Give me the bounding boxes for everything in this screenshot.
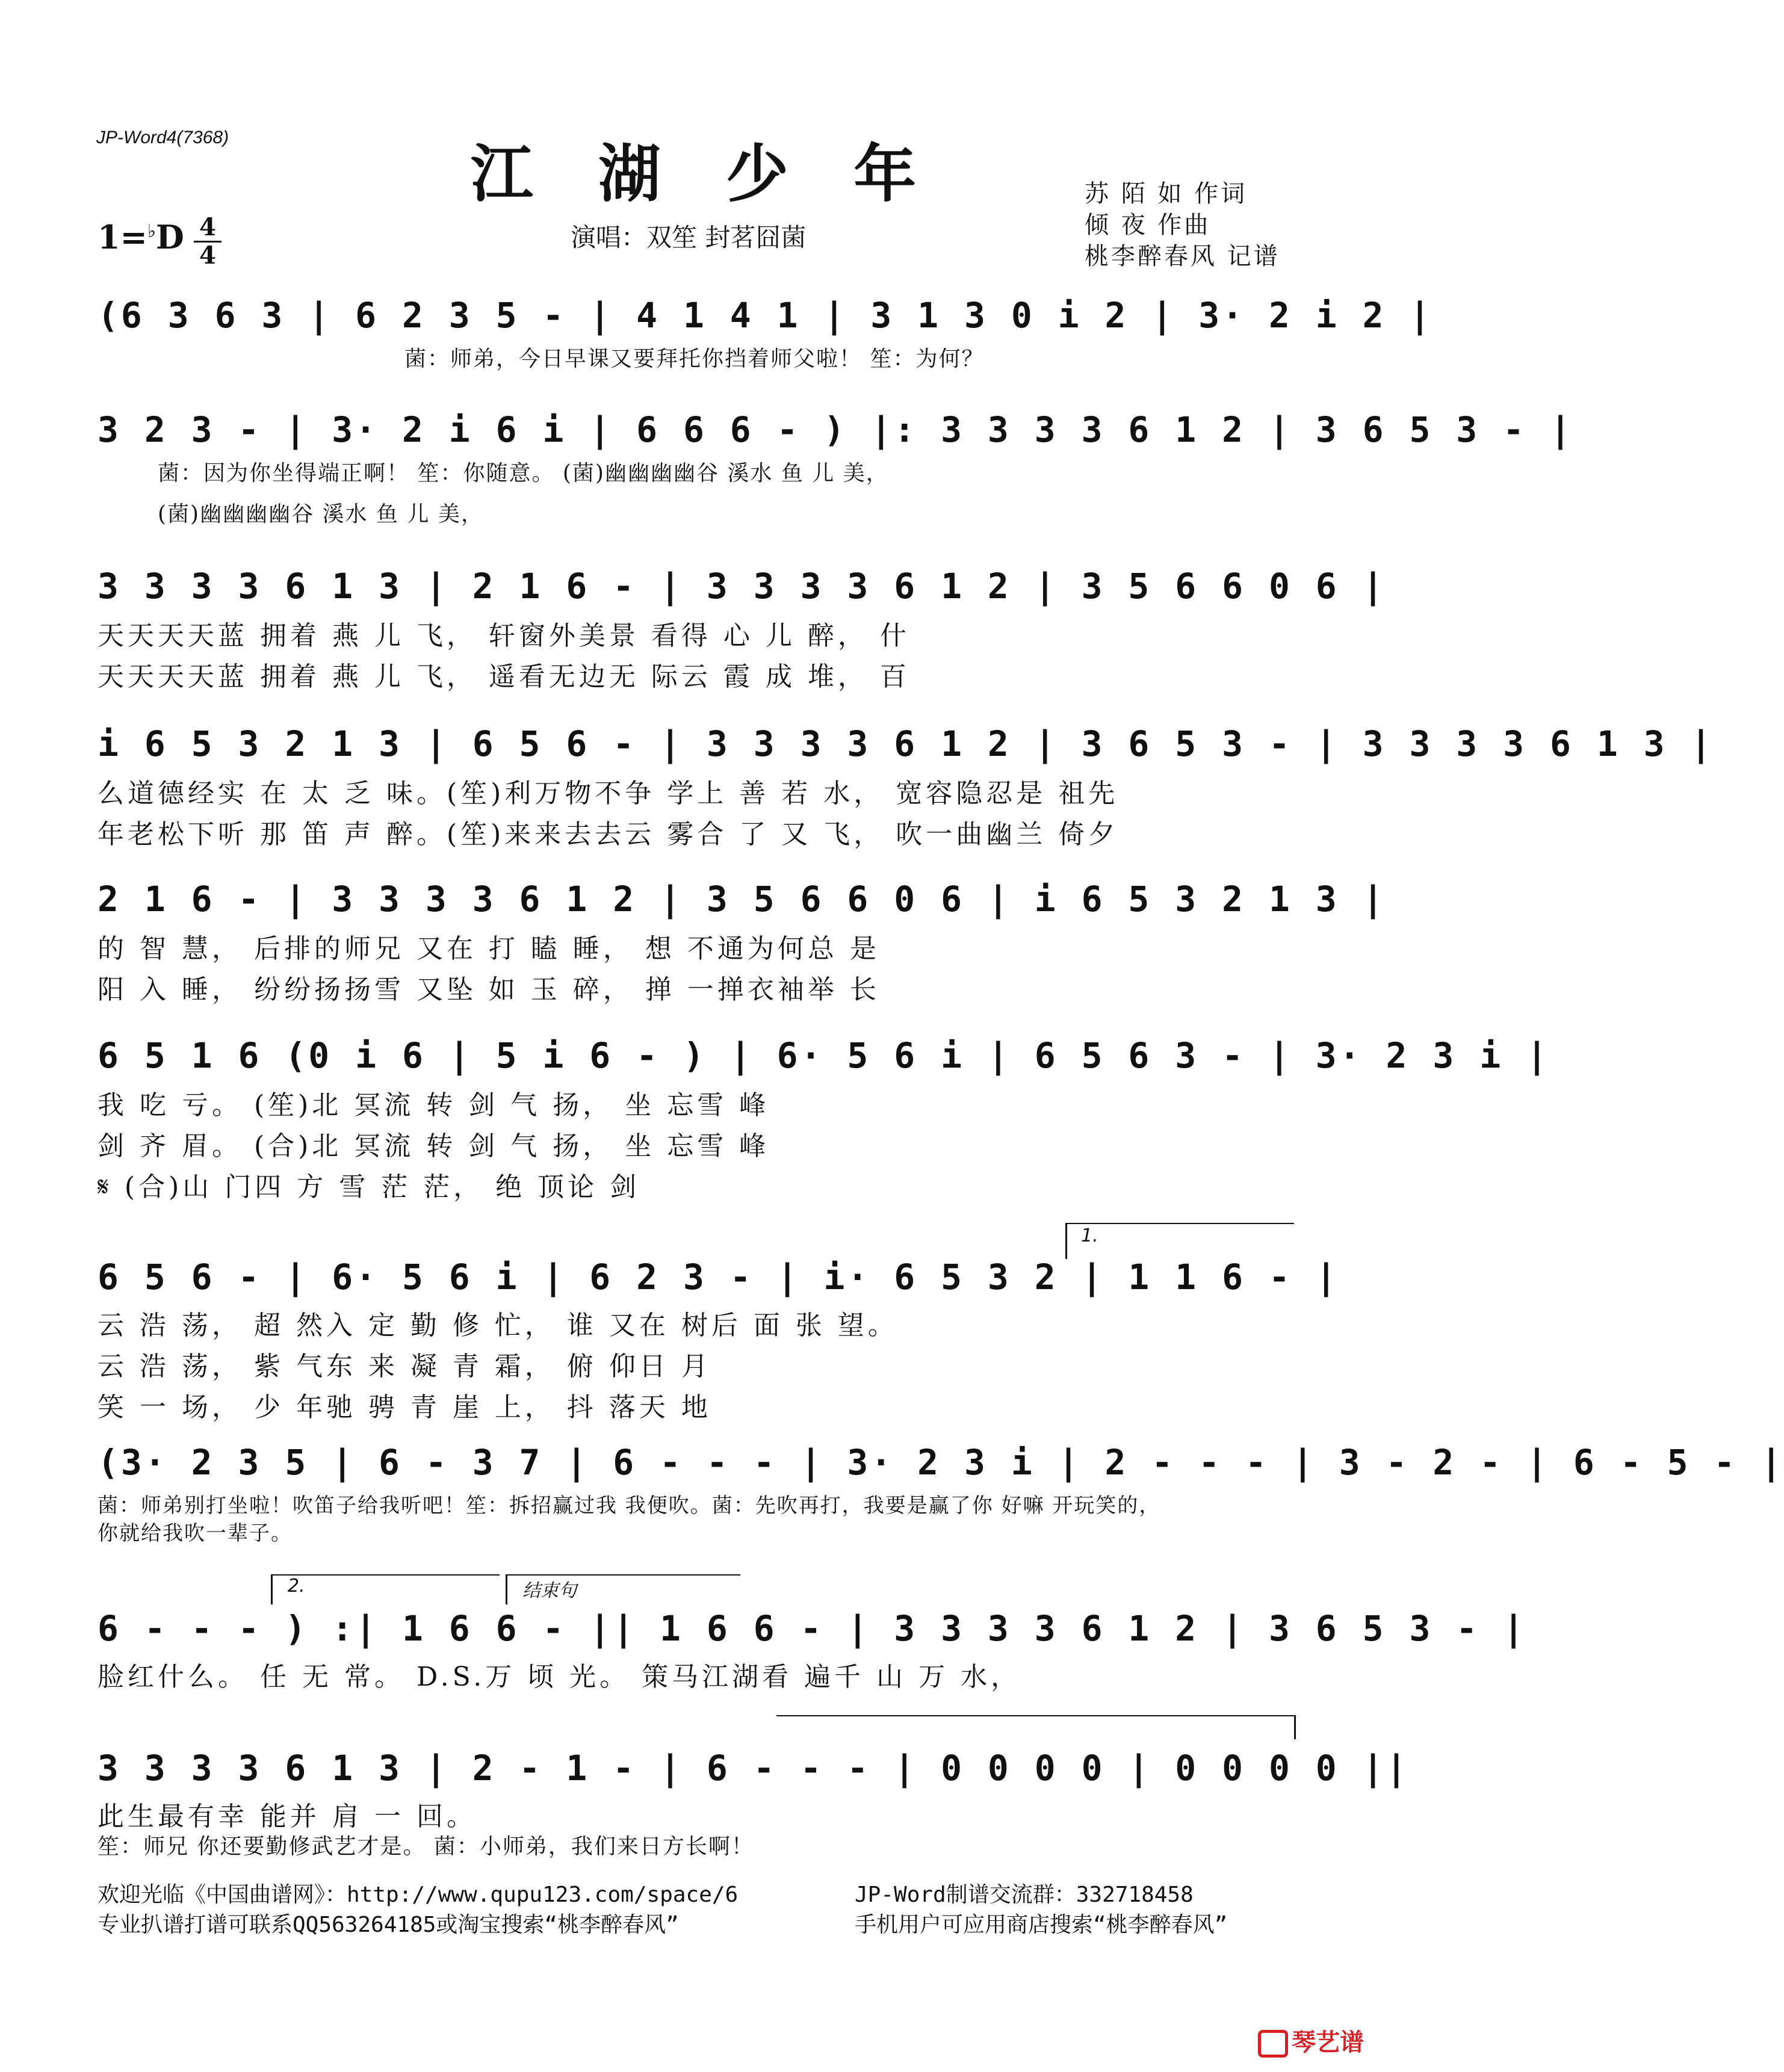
lyric-row-2-a: 菌：因为你坐得端正啊！ 笙：你随意。 (菌)幽幽幽幽谷 溪水 鱼 儿 美， [158,461,889,486]
lyric-row-4-b: 年老松下听 那 笛 声 醉。(笙)来来去去云 雾合 了 又 飞， 吹一曲幽兰 倚夕 [98,819,1119,850]
lyric-row-2-b: (菌)幽幽幽幽谷 溪水 鱼 儿 美， [158,502,484,527]
transcriber-credit: 桃李醉春风 记谱 [1085,243,1280,270]
time-signature [194,215,221,268]
footer-mobile-line: 手机用户可应用商店搜索“桃李醉春风” [855,1913,1228,1937]
notation-row-2: 3 2 3 - | 3· 2 i 6 i | 6 6 6 - ) |: 3 3 3 3 6 1 2 | 3 6 5 3 - | [98,409,1573,450]
notation-row-10: 3 3 3 3 6 1 3 | 2 - 1 - | 6 - - - | 0 0 0 0 | 0 0 0 0 || [98,1748,1410,1789]
composer-credit: 倾 夜 作曲 [1085,211,1211,239]
notation-row-6: 6 5 1 6 (0 i 6 | 5 i 6 - ) | 6· 5 6 i | 6 5 6 3 - | 3· 2 3 i | [98,1035,1550,1076]
notation-row-8: (3· 2 3 5 | 6 - 3 7 | 6 - - - | 3· 2 3 i | 2 - - - | 3 - 2 - | 6 - 5 - | [98,1442,1784,1483]
notation-row-5: 2 1 6 - | 3 3 3 3 6 1 2 | 3 5 6 6 0 6 | i 6 5 3 2 1 3 | [98,879,1386,920]
notation-row-4: i 6 5 3 2 1 3 | 6 5 6 - | 3 3 3 3 6 1 2 | 3 6 5 3 - | 3 3 3 3 6 1 3 | [98,723,1714,764]
volta-2-label: 2. [288,1576,305,1597]
notation-row-3: 3 3 3 3 6 1 3 | 2 1 6 - | 3 3 3 3 6 1 2 | 3 5 6 6 0 6 | [98,566,1386,607]
watermark-text: 琴艺谱 [1292,2029,1364,2056]
lyric-row-7-b: 云 浩 荡， 紫 气东 来 凝 青 霜， 俯 仰日 月 [98,1351,711,1382]
dialogue-row-1: 菌：师弟，今日早课又要拜托你挡着师父啦！ 笙：为何？ [404,347,985,371]
lyric-row-6-c: 𝄋 (合)山 门四 方 雪 茫 茫， 绝 顶论 剑 [98,1172,640,1202]
key-note: D [155,218,184,256]
notation-row-1: (6 3 6 3 | 6 2 3 5 - | 4 1 4 1 | 3 1 3 0 i 2 | 3· 2 i 2 | [98,295,1433,336]
lyricist-credit: 苏 陌 如 作词 [1085,180,1248,208]
footer-site-line: 欢迎光临《中国曲谱网》：http://www.qupu123.com/space/6 [98,1882,739,1907]
key-signature [98,218,184,256]
volta-1-label: 1. [1081,1225,1098,1246]
lyric-row-3-a: 天天天天蓝 拥着 燕 儿 飞， 轩窗外美景 看得 心 儿 醉， 什 [98,620,910,651]
lyric-row-5-a: 的 智 慧， 后排的师兄 又在 打 瞌 睡， 想 不通为何总 是 [98,933,880,964]
key-prefix: 1= [98,218,147,256]
lyric-row-7-a: 云 浩 荡， 超 然入 定 勤 修 忙， 谁 又在 树后 面 张 望。 [98,1310,898,1341]
lyric-row-6-a: 我 吃 亏。 (笙)北 冥流 转 剑 气 扬， 坐 忘雪 峰 [98,1090,770,1121]
lyric-row-5-b: 阳 入 睡， 纷纷扬扬雪 又坠 如 玉 碎， 掸 一掸衣袖举 长 [98,974,880,1005]
lyric-row-4-a: 么道德经实 在 太 乏 味。(笙)利万物不争 学上 善 若 水， 宽容隐忍是 祖先 [98,778,1119,809]
notation-row-7: 6 5 6 - | 6· 5 6 i | 6 2 3 - | i· 6 5 3 2 | 1 1 6 - | [98,1257,1339,1297]
singer-line: 演唱：双笙 封茗囧菌 [571,223,807,252]
lyric-row-10-a: 此生最有幸 能并 肩 一 回。 [98,1801,477,1832]
logo-icon [1258,2030,1288,2058]
dialogue-row-8-a: 菌：师弟别打坐啦！吹笛子给我听吧！笙：拆招赢过我 我便吹。菌：先吹再打，我要是赢了你 好嘛 开玩笑的， [98,1494,1161,1518]
lyric-row-9: 脸红什么。 任 无 常。 D.S.万 顷 光。 策马江湖看 遍千 山 万 水， [98,1662,1021,1692]
lyric-row-7-c: 笑 一 场， 少 年驰 骋 青 崖 上， 抖 落天 地 [98,1392,711,1423]
notation-row-9: 6 - - - ) :| 1 6 6 - || 1 6 6 - | 3 3 3 3 6 1 2 | 3 6 5 3 - | [98,1608,1527,1649]
dialogue-row-8-b: 你就给我吹一辈子。 [98,1521,293,1545]
flat-sign: ♭ [147,221,156,242]
time-top: 4 [199,213,216,241]
song-title: 江 湖 少 年 [470,137,938,211]
dialogue-row-10: 笙：师兄 你还要勤修武艺才是。 菌：小师弟，我们来日方长啊！ [98,1834,754,1859]
lyric-row-3-b: 天天天天蓝 拥着 燕 儿 飞， 遥看无边无 际云 霞 成 堆， 百 [98,661,910,692]
footer-group-line: JP-Word制谱交流群：332718458 [855,1882,1194,1907]
lyric-row-6-b: 剑 齐 眉。 (合)北 冥流 转 剑 气 扬， 坐 忘雪 峰 [98,1131,770,1161]
time-bottom: 4 [199,241,216,270]
ending-label: 结束句 [522,1580,577,1601]
software-label: JP-Word4(7368) [96,128,229,147]
watermark-logo [1258,2023,1364,2058]
footer-contact-line: 专业扒谱打谱可联系QQ563264185或淘宝搜索“桃李醉春风” [98,1913,679,1937]
